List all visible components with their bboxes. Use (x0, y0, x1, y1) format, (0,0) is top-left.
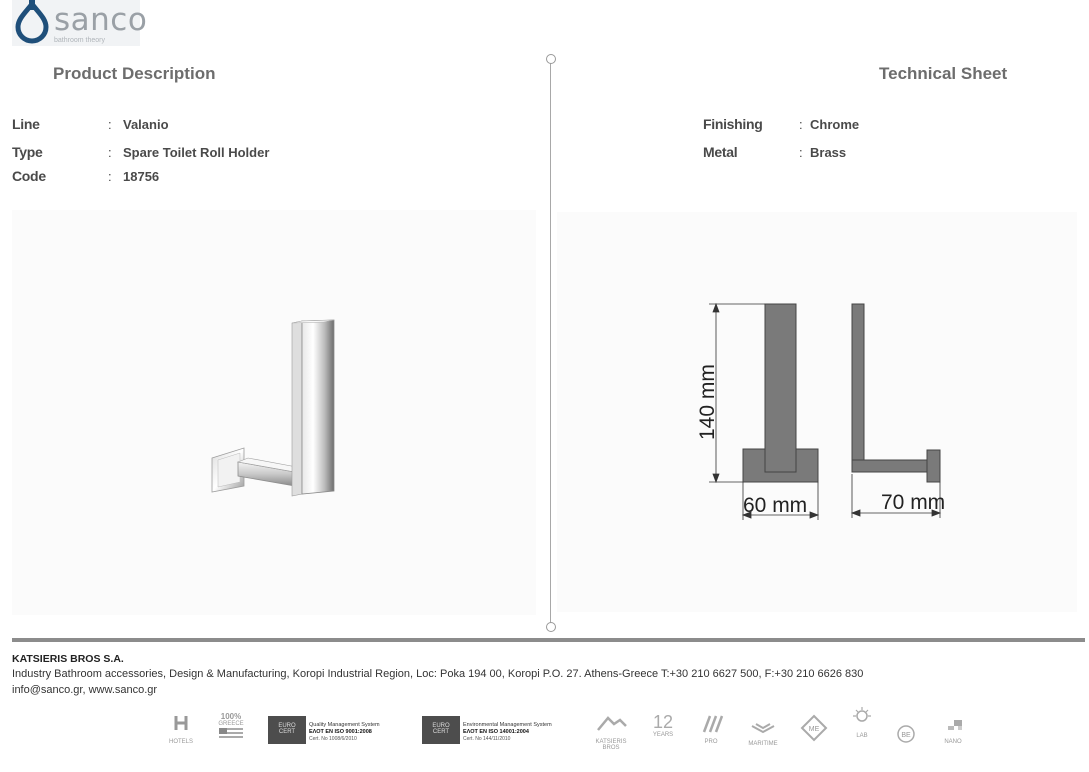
katsieris-caption: KATSIERIS BROS (595, 739, 627, 751)
katsieris-badge (592, 712, 630, 751)
qms-title: Quality Management System (309, 722, 380, 728)
qms-cert-no: Cert. No 1008/6/2010 (309, 736, 357, 742)
eurocert-cert: CERT (278, 729, 296, 735)
bulb-icon (848, 706, 876, 728)
width-label: 60 mm (743, 494, 808, 517)
hotels-caption: HOTELS (168, 739, 193, 745)
spec-label-type: Type (12, 144, 43, 160)
nano-badge (938, 712, 968, 748)
technical-drawing (557, 212, 1077, 612)
technical-sheet-title: Technical Sheet (879, 64, 1008, 83)
spec-colon: : (108, 169, 112, 184)
spec-value-finishing: Chrome (810, 117, 860, 132)
spec-label-finishing: Finishing (703, 116, 763, 132)
company-name: KATSIERIS BROS S.A. (12, 653, 124, 665)
iso-9001-badge (268, 712, 398, 748)
nano-grid-icon (938, 712, 968, 734)
lab-caption: LAB (856, 733, 868, 739)
be-caption: BE (901, 732, 911, 739)
hotels-icon (166, 712, 196, 734)
maritime-badge (744, 712, 782, 748)
spec-colon: : (799, 117, 803, 132)
nano-caption: NANO (944, 739, 962, 745)
spec-label-line: Line (12, 116, 40, 132)
footer-rule (12, 638, 1085, 642)
years-caption: YEARS (652, 732, 674, 738)
pro-badge (696, 712, 726, 748)
product-image-panel (12, 210, 536, 615)
company-address: Industry Bathroom accessories, Design & Manufacturing, Koropi Industrial Region, Loc: Poka 194 00, Koropi P.O. 27. Athens-Greece T:+30 210 6627 500, F:+30 210 6626 830 (12, 668, 864, 680)
me-caption: ME (808, 726, 820, 733)
eurocert-cert: CERT (432, 729, 450, 735)
column-divider (550, 62, 551, 626)
depth-label: 70 mm (881, 491, 946, 514)
ems-title: Environmental Management System (463, 722, 552, 728)
water-drop-icon (12, 0, 52, 44)
front-view (743, 304, 818, 482)
brand-name: sanco (54, 2, 148, 38)
spec-colon: : (108, 145, 112, 160)
eurocert-euro: EURO (278, 723, 296, 729)
hotels-badge (166, 712, 196, 748)
spec-value-metal: Brass (810, 145, 847, 160)
roof-icon (592, 712, 630, 734)
divider-dot-top (546, 54, 556, 64)
greece-badge (216, 712, 246, 748)
wave-icon (744, 712, 782, 736)
spec-colon: : (799, 145, 803, 160)
greek-flag-icon (216, 727, 246, 741)
ems-cert-no: Cert. No 144/11/2010 (463, 736, 511, 742)
greece-caption: GREECE (218, 721, 244, 727)
height-label: 140 mm (696, 364, 719, 440)
be-circle-icon (894, 712, 918, 748)
diamond-icon (798, 712, 830, 744)
greece-percent: 100% (220, 712, 242, 721)
spec-label-metal: Metal (703, 144, 738, 160)
technical-drawing-panel (557, 212, 1077, 612)
product-photo (12, 210, 536, 615)
maritime-caption: MARITIME (748, 741, 778, 747)
years-number: 12 (652, 712, 674, 732)
eurocert-euro: EURO (432, 723, 450, 729)
spec-value-line: Valanio (123, 117, 169, 132)
spec-colon: : (108, 117, 112, 132)
eurocert-logo (422, 716, 460, 744)
spec-label-code: Code (12, 168, 46, 184)
iso-14001-badge (422, 712, 572, 748)
ems-standard: ΕΛΟΤ EN ISO 14001:2004 (463, 729, 529, 735)
brand-logo[interactable] (12, 0, 148, 46)
pro-caption: PRO (704, 739, 718, 745)
company-contact[interactable]: info@sanco.gr, www.sanco.gr (12, 684, 158, 696)
be-badge (894, 712, 918, 748)
me-badge (798, 712, 830, 748)
spec-value-code: 18756 (123, 169, 160, 184)
pro-stripes-icon (696, 712, 726, 734)
qms-standard: ΕΛΟΤ EN ISO 9001:2008 (309, 729, 372, 735)
years-badge (648, 712, 678, 748)
eurocert-logo (268, 716, 306, 744)
product-description-title: Product Description (53, 64, 216, 83)
divider-dot-bottom (546, 622, 556, 632)
spec-value-type: Spare Toilet Roll Holder (123, 145, 270, 160)
brand-tagline: bathroom theory (54, 37, 105, 44)
lab-badge (848, 706, 876, 748)
side-view (852, 304, 940, 482)
